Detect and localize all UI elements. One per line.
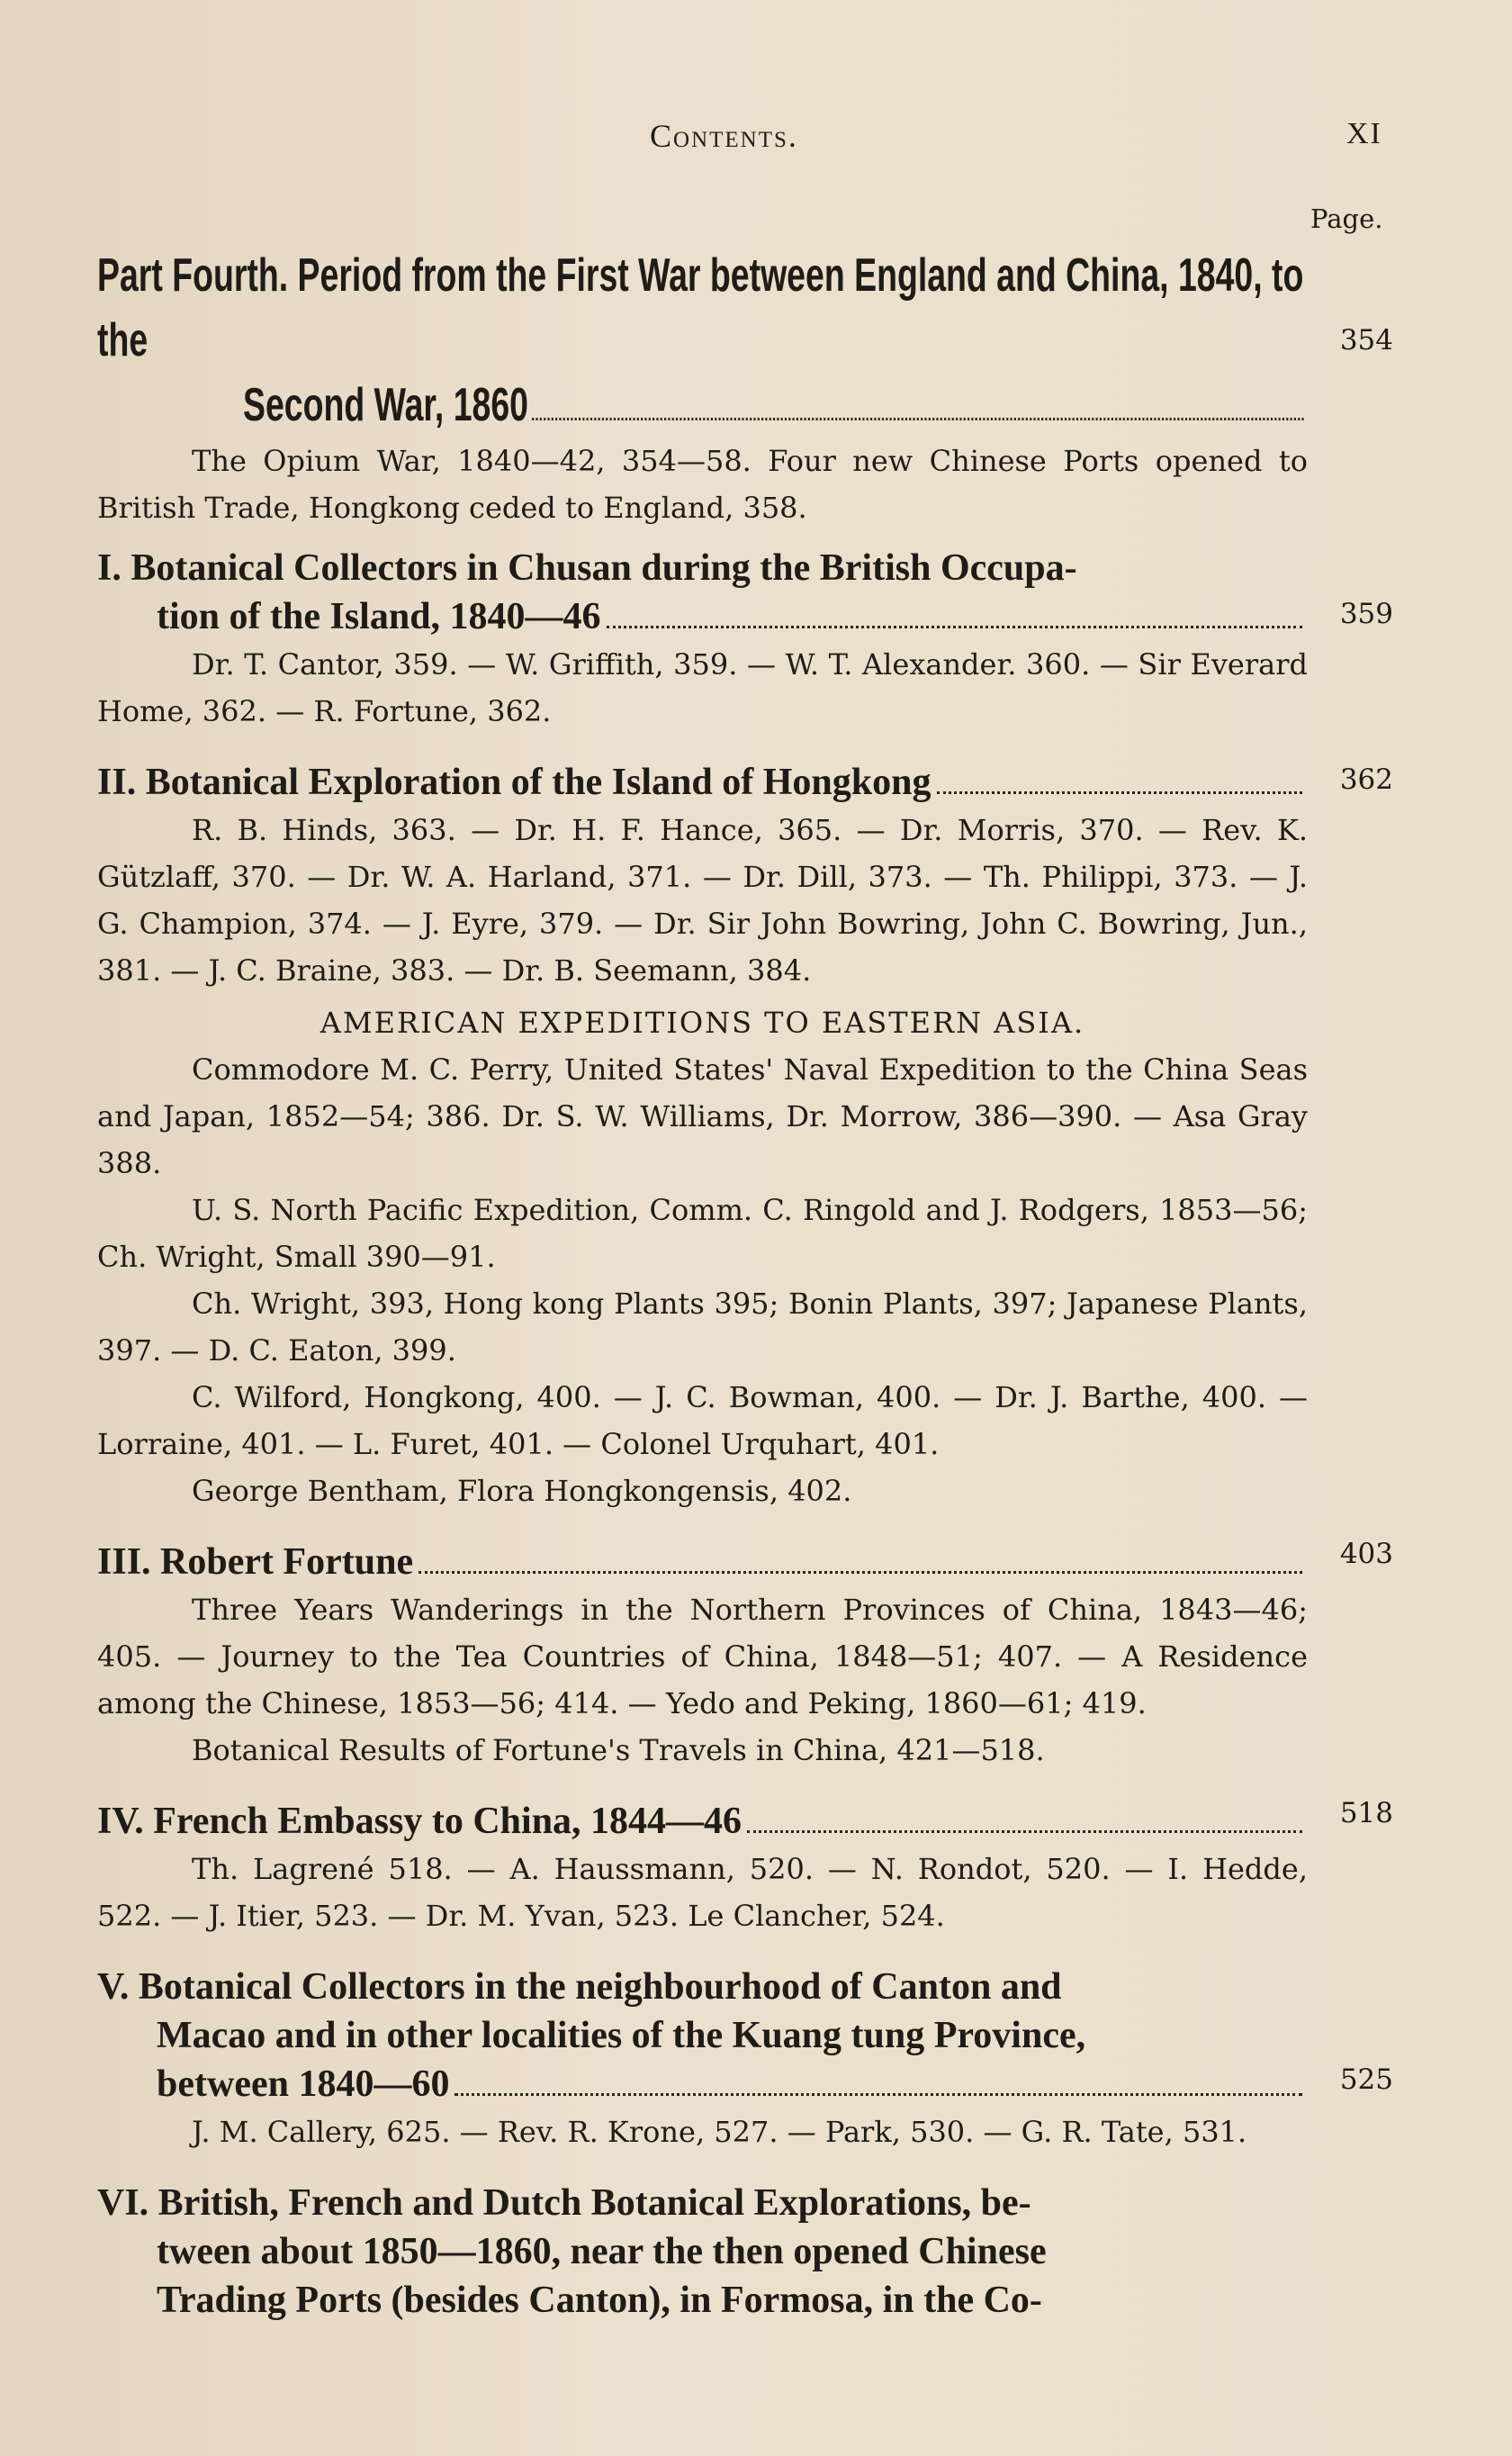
subsection-heading: AMERICAN EXPEDITIONS TO EASTERN ASIA.	[320, 1006, 1085, 1040]
entry-page-number: 525	[1339, 2063, 1393, 2096]
dot-leader	[418, 1571, 1302, 1574]
contents-list	[97, 243, 1393, 2325]
entry-heading: I. Botanical Collectors in Chusan during the British Occupa-	[97, 547, 1077, 589]
paragraph: C. Wilford, Hongkong, 400. — J. C. Bowman, 400. — Dr. J. Barthe, 400. — Lorraine, 401. — L. Furet, 401. — Colonel Urquhart, 401.	[97, 1380, 1308, 1461]
running-title: Contents.	[650, 118, 798, 154]
entry-section-2	[97, 758, 1393, 1514]
paragraph: Botanical Results of Fortune's Travels in China, 421—518.	[192, 1733, 1045, 1767]
entry-page-number: 354	[1339, 324, 1393, 357]
dot-leader	[532, 418, 1303, 420]
entry-description: Th. Lagrené 518. — A. Haussmann, 520. — N. Rondot, 520. — I. Hedde, 522. — J. Itier, 523. — Dr. M. Yvan, 523. Le Clancher, 524.	[97, 1852, 1308, 1933]
dot-leader	[454, 2093, 1302, 2096]
entry-part-fourth	[97, 243, 1393, 531]
page-column-label: Page.	[1310, 203, 1383, 234]
entry-page-number: 403	[1339, 1538, 1393, 1570]
paragraph: U. S. North Pacific Expedition, Comm. C. Ringold and J. Rodgers, 1853—56; Ch. Wright, Small 390—91.	[97, 1193, 1308, 1274]
entry-description: The Opium War, 1840—42, 354—58. Four new Chinese Ports opened to British Trade, Hongkong ceded to England, 358.	[97, 444, 1308, 525]
entry-page-number: 518	[1339, 1797, 1393, 1829]
entry-section-3	[97, 1538, 1393, 1774]
entry-heading-line2: tion of the Island, 1840—46	[97, 592, 1308, 641]
entry-heading: VI. British, French and Dutch Botanical Explorations, be-	[97, 2182, 1031, 2224]
paragraph: George Bentham, Flora Hongkongensis, 402.	[192, 1474, 852, 1508]
page-number: XI	[1346, 117, 1382, 150]
paragraph: Ch. Wright, 393, Hong kong Plants 395; Bonin Plants, 397; Japanese Plants, 397. — D. C. Eaton, 399.	[97, 1287, 1308, 1368]
entry-heading-line2: Macao and in other localities of the Kuang tung Province,	[157, 2015, 1086, 2056]
entry-heading-line3: between 1840—60	[97, 2060, 1308, 2108]
running-head	[0, 117, 1512, 162]
entry-heading: V. Botanical Collectors in the neighbourhood of Canton and	[97, 1966, 1062, 2008]
entry-section-6	[97, 2179, 1393, 2325]
entry-section-4	[97, 1797, 1393, 1939]
entry-heading: II. Botanical Exploration of the Island of Hongkong	[97, 758, 1308, 807]
entry-section-5	[97, 1963, 1393, 2155]
paragraph: Three Years Wanderings in the Northern Provinces of China, 1843—46; 405. — Journey to the Tea Countries of China, 1848—51; 407. — A Residence among the Chinese, 1853—56; 414. — Yedo and Peking, 1860—61; 419.	[97, 1593, 1308, 1720]
entry-heading: Part Fourth. Period from the First War between England and China, 1840, to the	[97, 249, 1304, 366]
entry-heading: IV. French Embassy to China, 1844—46	[97, 1797, 1308, 1846]
entry-heading-line2: Second War, 1860	[97, 373, 1308, 438]
dot-leader	[607, 626, 1302, 628]
entry-page-number: 359	[1339, 598, 1393, 630]
entry-description: R. B. Hinds, 363. — Dr. H. F. Hance, 365. — Dr. Morris, 370. — Rev. K. Gützlaff, 370. — Dr. W. A. Harland, 371. — Dr. Dill, 373. — Th. Philippi, 373. — J. G. Champion, 374. — J. Eyre, 379. — Dr. Sir John Bowring, John C. Bowring, Jun., 381. — J. C. Braine, 383. — Dr. B. Seemann, 384.	[97, 813, 1308, 988]
entry-page-number: 362	[1339, 763, 1393, 796]
entry-heading-line3: Trading Ports (besides Canton), in Formosa, in the Co-	[157, 2280, 1042, 2321]
entry-heading: III. Robert Fortune	[97, 1538, 1308, 1586]
entry-heading-line2: tween about 1850—1860, near the then opened Chinese	[157, 2231, 1047, 2272]
entry-description: Dr. T. Cantor, 359. — W. Griffith, 359. — W. T. Alexander. 360. — Sir Everard Home, 362. — R. Fortune, 362.	[97, 647, 1308, 728]
entry-section-1	[97, 544, 1393, 735]
entry-description: J. M. Callery, 625. — Rev. R. Krone, 527. — Park, 530. — G. R. Tate, 531.	[192, 2115, 1247, 2149]
dot-leader	[747, 1830, 1302, 1833]
paragraph: Commodore M. C. Perry, United States' Naval Expedition to the China Seas and Japan, 1852—54; 386. Dr. S. W. Williams, Dr. Morrow, 386—390. — Asa Gray 388.	[97, 1052, 1308, 1180]
dot-leader	[937, 791, 1302, 794]
